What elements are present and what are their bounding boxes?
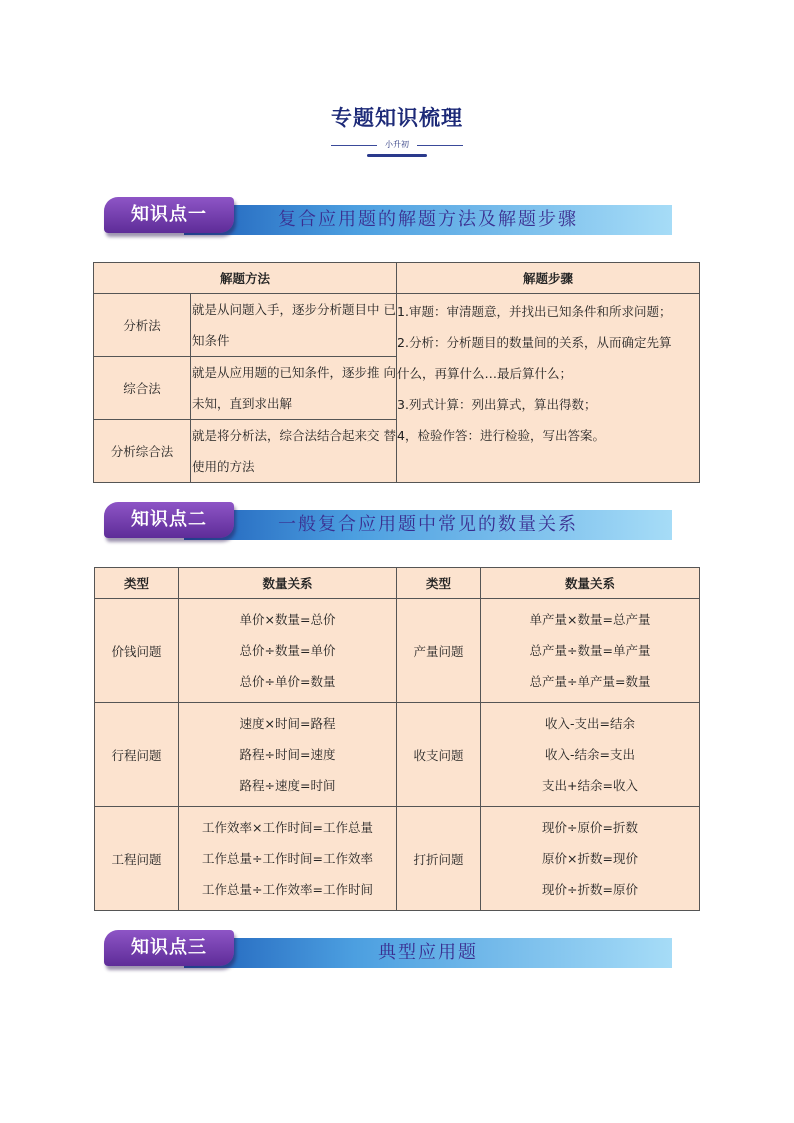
quantity-relations — [481, 599, 700, 703]
relations-table — [94, 567, 700, 911]
problem-type: 工程问题 — [95, 807, 179, 911]
relation-line: 单价×数量=总价 — [239, 612, 336, 627]
step-line: 2.分析：分析题目的数量间的关系，从而确定先算 — [397, 335, 672, 350]
column-header: 类型 — [95, 568, 179, 599]
section-title: 复合应用题的解题方法及解题步骤 — [278, 209, 578, 230]
relation-line: 总价÷数量=单价 — [239, 643, 336, 658]
page-title: 专题知识梳理 — [331, 106, 463, 130]
relation-line: 支出+结余=收入 — [542, 778, 638, 793]
column-header: 数量关系 — [481, 568, 700, 599]
step-line: 什么，再算什么…最后算什么； — [397, 366, 573, 381]
relation-line: 现价÷原价=折数 — [542, 820, 638, 835]
relation-line: 路程÷时间=速度 — [239, 747, 336, 762]
problem-type: 打折问题 — [397, 807, 481, 911]
relation-line: 收入-结余=支出 — [545, 747, 635, 762]
section-tab: 知识点二 — [104, 502, 234, 538]
relation-line: 收入-支出=结余 — [545, 716, 635, 731]
section-tab: 知识点三 — [104, 930, 234, 966]
relation-line: 总产量÷数量=单产量 — [529, 643, 651, 658]
table-header-row — [95, 568, 700, 599]
method-description — [191, 357, 397, 420]
problem-type: 收支问题 — [397, 703, 481, 807]
section-banner-2 — [104, 502, 672, 542]
relation-line: 现价÷折数=原价 — [542, 882, 638, 897]
title-underline — [367, 154, 427, 157]
column-header: 数量关系 — [179, 568, 397, 599]
quantity-relations — [179, 703, 397, 807]
quantity-relations — [179, 807, 397, 911]
relation-line: 路程÷速度=时间 — [239, 778, 336, 793]
problem-type: 价钱问题 — [95, 599, 179, 703]
method-name: 综合法 — [94, 357, 191, 420]
step-line: 4，检验作答：进行检验，写出答案。 — [397, 428, 605, 443]
relation-line: 总产量÷单产量=数量 — [529, 674, 651, 689]
solution-steps — [397, 294, 700, 483]
step-line: 1.审题：审清题意，并找出已知条件和所求问题； — [397, 304, 672, 319]
desc-line: 向未知，直到求出解 — [192, 365, 397, 411]
column-header: 类型 — [397, 568, 481, 599]
table-row — [95, 703, 700, 807]
relation-line: 速度×时间=路程 — [239, 716, 336, 731]
method-name: 分析法 — [94, 294, 191, 357]
method-description — [191, 420, 397, 483]
method-name: 分析综合法 — [94, 420, 191, 483]
section-title: 一般复合应用题中常见的数量关系 — [278, 514, 578, 535]
relation-line: 工作效率×工作时间=工作总量 — [202, 820, 373, 835]
desc-line: 替使用的方法 — [192, 428, 397, 474]
table-row — [95, 599, 700, 703]
section-banner-1 — [104, 197, 672, 237]
desc-line: 就是从问题入手，逐步分析题目中 — [192, 302, 380, 317]
relation-line: 工作总量÷工作时间=工作效率 — [202, 851, 373, 866]
method-description — [191, 294, 397, 357]
table-row — [94, 294, 700, 357]
page-subtitle: 小升初 — [377, 140, 417, 150]
desc-line: 就是将分析法，综合法结合起来交 — [192, 428, 380, 443]
quantity-relations — [481, 703, 700, 807]
section-tab: 知识点一 — [104, 197, 234, 233]
relation-line: 工作总量÷工作效率=工作时间 — [202, 882, 373, 897]
methods-table — [93, 262, 700, 483]
section-title: 典型应用题 — [378, 942, 478, 963]
relation-line: 单产量×数量=总产量 — [529, 612, 651, 627]
table-header-row — [94, 263, 700, 294]
desc-line: 已知条件 — [192, 302, 397, 348]
quantity-relations — [179, 599, 397, 703]
step-line: 3.列式计算：列出算式，算出得数； — [397, 397, 597, 412]
problem-type: 行程问题 — [95, 703, 179, 807]
relation-line: 原价×折数=现价 — [542, 851, 638, 866]
problem-type: 产量问题 — [397, 599, 481, 703]
quantity-relations — [481, 807, 700, 911]
relation-line: 总价÷单价=数量 — [239, 674, 336, 689]
column-header: 解题方法 — [94, 263, 397, 294]
page-header — [0, 104, 794, 157]
desc-line: 就是从应用题的已知条件，逐步推 — [192, 365, 380, 380]
column-header: 解题步骤 — [397, 263, 700, 294]
section-banner-3 — [104, 930, 672, 970]
table-row — [95, 807, 700, 911]
